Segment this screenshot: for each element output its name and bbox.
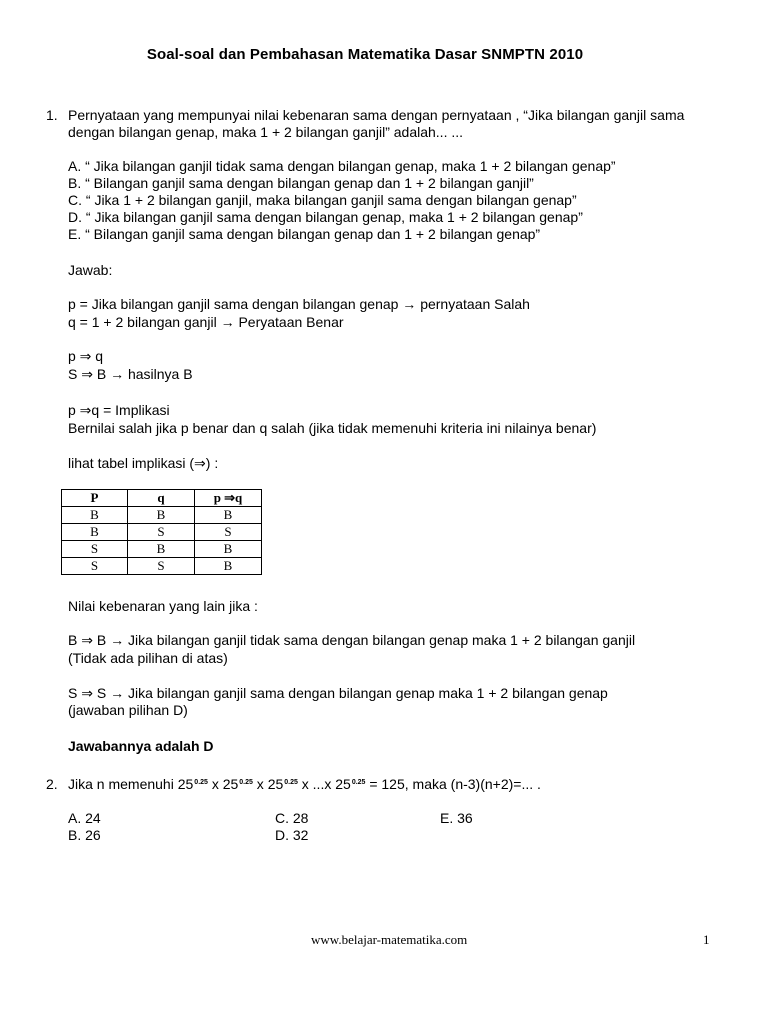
exponent: 0.25 [194, 779, 208, 786]
question-2-stem [68, 776, 541, 793]
table-row [62, 558, 262, 575]
page-title: Soal-soal dan Pembahasan Matematika Dasar SNMPTN 2010 [146, 46, 584, 63]
table-cell: S [195, 524, 262, 541]
table-row [62, 524, 262, 541]
p-definition: p = Jika bilangan ganjil sama dengan bilangan genap → pernyataan Salah [68, 296, 530, 312]
exponent: 0.25 [284, 779, 298, 786]
stem-suffix: = 125, maka (n-3)(n+2)=... . [369, 776, 541, 792]
question-1-option-c: C. “ Jika 1 + 2 bilangan ganjil, maka bilangan ganjil sama dengan bilangan genap” [68, 192, 577, 208]
b-implies-b-note: (Tidak ada pilihan di atas) [68, 650, 228, 666]
table-cell: B [195, 507, 262, 524]
table-cell: S [62, 558, 128, 575]
b-implies-b-line: B ⇒ B → Jika bilangan ganjil tidak sama dengan bilangan genap maka 1 + 2 bilangan ganjil [68, 632, 636, 648]
times-sign: x [256, 776, 264, 792]
question-2-option-c: C. 28 [275, 810, 309, 826]
table-cell: S [128, 558, 195, 575]
question-2-number: 2. [46, 776, 58, 792]
question-2-option-d: D. 32 [275, 827, 309, 843]
base: 25 [335, 776, 351, 792]
implication-table [61, 489, 262, 575]
question-2-option-e: E. 36 [440, 810, 473, 826]
table-row [62, 541, 262, 558]
s-implies-b: S ⇒ B → hasilnya B [68, 366, 193, 382]
table-cell: B [128, 541, 195, 558]
question-1-number: 1. [46, 107, 58, 123]
base: 25 [267, 776, 284, 792]
times-sign: x [211, 776, 219, 792]
question-2-option-b: B. 26 [68, 827, 101, 843]
table-cell: B [195, 541, 262, 558]
table-header-row [62, 490, 262, 507]
ellipsis: x ...x [301, 776, 332, 792]
page-number: 1 [703, 932, 710, 947]
table-intro: lihat tabel implikasi (⇒) : [68, 455, 219, 471]
footer-url: www.belajar-matematika.com [311, 932, 468, 947]
question-1-stem-line-2: dengan bilangan genap, maka 1 + 2 bilangan ganjil” adalah... ... [68, 124, 464, 140]
table-cell: S [128, 524, 195, 541]
table-cell: B [62, 507, 128, 524]
p-implies-q: p ⇒ q [68, 348, 104, 364]
question-1-option-a: A. “ Jika bilangan ganjil tidak sama dengan bilangan genap, maka 1 + 2 bilangan genap” [68, 158, 616, 174]
q-definition: q = 1 + 2 bilangan ganjil → Peryataan Benar [68, 314, 344, 330]
jawab-label: Jawab: [68, 262, 113, 278]
table-header-p: P [62, 490, 128, 507]
question-1-option-d: D. “ Jika bilangan ganjil sama dengan bilangan genap, maka 1 + 2 bilangan genap” [68, 209, 583, 225]
question-1-option-b: B. “ Bilangan ganjil sama dengan bilangan genap dan 1 + 2 bilangan ganjil” [68, 175, 534, 191]
other-truth-values-label: Nilai kebenaran yang lain jika : [68, 598, 258, 614]
table-cell: S [62, 541, 128, 558]
question-1-option-e: E. “ Bilangan ganjil sama dengan bilangan genap dan 1 + 2 bilangan genap” [68, 226, 541, 242]
s-implies-s-line: S ⇒ S → Jika bilangan ganjil sama dengan bilangan genap maka 1 + 2 bilangan genap [68, 685, 608, 701]
question-1-stem-line-1: Pernyataan yang mempunyai nilai kebenaran sama dengan pernyataan , “Jika bilangan ganjil sama [68, 107, 685, 123]
stem-prefix: Jika n memenuhi 25 [68, 776, 194, 792]
exponent: 0.25 [239, 779, 253, 786]
table-row [62, 507, 262, 524]
table-cell: B [195, 558, 262, 575]
s-implies-s-note: (jawaban pilihan D) [68, 702, 188, 718]
exponent: 0.25 [351, 779, 366, 786]
table-cell: B [62, 524, 128, 541]
answer-text: Jawabannya adalah D [68, 738, 214, 754]
table-header-p-implies-q: p ⇒q [195, 490, 262, 507]
table-cell: B [128, 507, 195, 524]
table-header-q: q [128, 490, 195, 507]
base: 25 [222, 776, 239, 792]
question-2-option-a: A. 24 [68, 810, 101, 826]
implication-rule: Bernilai salah jika p benar dan q salah (jika tidak memenuhi kriteria ini nilainya benar) [68, 420, 597, 436]
implication-label: p ⇒q = Implikasi [68, 402, 170, 418]
